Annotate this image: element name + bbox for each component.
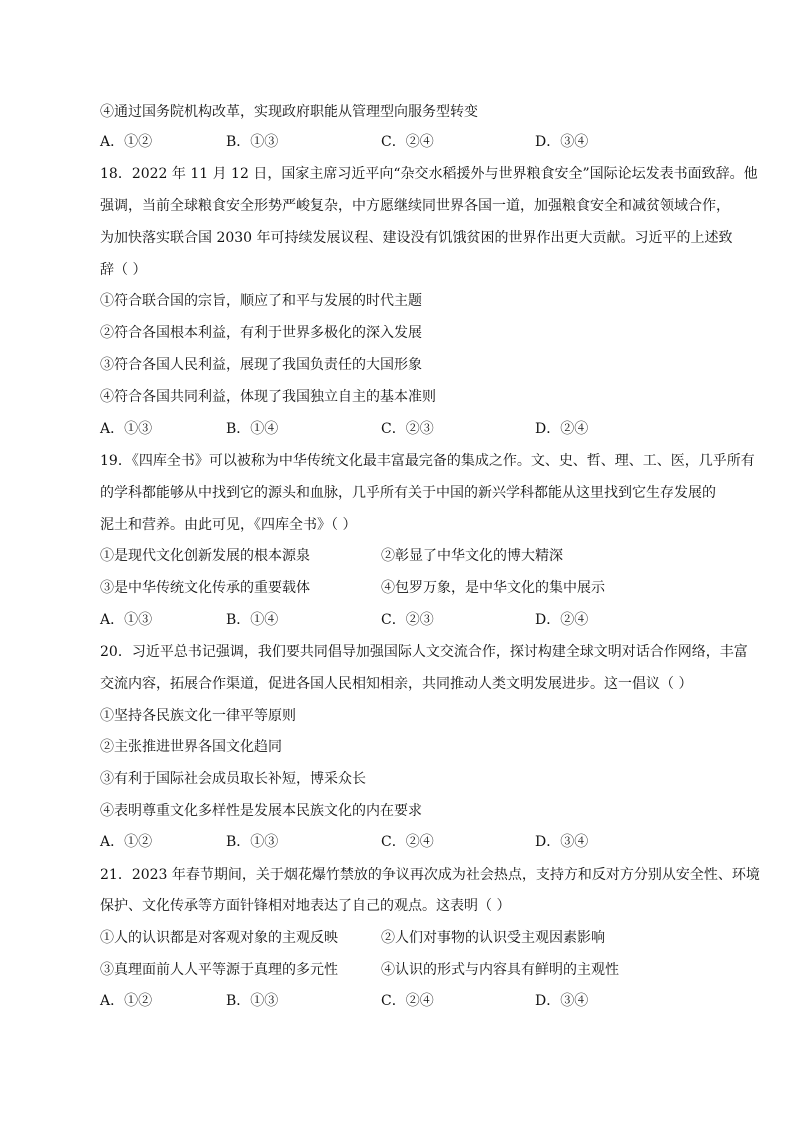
q18-item-4: ④符合各国共同利益，体现了我国独立自主的基本准则 [100,389,436,405]
q21-item-2: ②人们对事物的认识受主观因素影响 [381,930,605,946]
q18-stem-line-1: 18．2022 年 11 月 12 日，国家主席习近平向“杂交水稻援外与世界粮食安全”国际论坛发表书面致辞。他 [100,166,758,182]
q18-options [0,420,794,438]
q18-option-a: A．①③ [100,421,153,437]
q19-stem-line-1: 19．《四库全书》可以被称为中华传统文化最丰富最完备的集成之作。文、史、哲、理、工、医，几乎所有 [100,453,755,469]
q20-item-2: ②主张推进世界各国文化趋同 [100,739,282,755]
q19-option-b: B．①④ [226,612,279,628]
q20-option-c: C．②④ [381,834,434,850]
q21-option-b: B．①③ [226,993,279,1009]
q21-item-4: ④认识的形式与内容具有鲜明的主观性 [381,962,619,978]
q17-option-d: D．③④ [535,134,589,150]
q18-item-3: ③符合各国人民利益，展现了我国负责任的大国形象 [100,357,422,373]
q19-item-2: ②彰显了中华文化的博大精深 [381,548,563,564]
q19-item-1: ①是现代文化创新发展的根本源泉 [100,548,310,564]
q20-stem-line-2: 交流内容，拓展合作渠道，促进各国人民相知相亲，共同推动人类文明发展进步。这一倡议（ ） [100,676,693,692]
q21-option-d: D．③④ [535,993,589,1009]
q19-option-d: D．②④ [535,612,589,628]
q18-option-b: B．①④ [226,421,279,437]
q17-option-b: B．①③ [226,134,279,150]
q18-item-2: ②符合各国根本利益，有利于世界多极化的深入发展 [100,325,422,341]
q17-item-4: ④通过国务院机构改革，实现政府职能从管理型向服务型转变 [100,104,478,120]
q20-stem-line-1: 20．习近平总书记强调，我们要共同倡导加强国际人文交流合作，探讨构建全球文明对话合作网络，丰富 [100,644,748,660]
q20-options [0,833,794,851]
q20-item-3: ③有利于国际社会成员取长补短，博采众长 [100,771,366,787]
q19-stem-line-2: 的学科都能够从中找到它的源头和血脉，几乎所有关于中国的新兴学科都能从这里找到它生存发展的 [100,485,716,501]
q20-item-1: ①坚持各民族文化一律平等原则 [100,708,296,724]
q19-item-3: ③是中华传统文化传承的重要载体 [100,580,310,596]
q18-item-1: ①符合联合国的宗旨，顺应了和平与发展的时代主题 [100,293,422,309]
q20-option-a: A．①② [100,834,153,850]
q18-option-d: D．②④ [535,421,589,437]
q20-option-b: B．①③ [226,834,279,850]
q19-items-row-2 [0,579,794,597]
q18-stem-line-4: 辞（ ） [100,262,147,278]
q17-options [0,133,794,151]
q19-items-row-1 [0,547,794,565]
q18-stem-line-3: 为加快落实联合国 2030 年可持续发展议程、建设没有饥饿贫困的世界作出更大贡献。习近平的上述致 [100,230,733,246]
q20-option-d: D．③④ [535,834,589,850]
q21-option-a: A．①② [100,993,153,1009]
q21-items-row-2 [0,961,794,979]
q17-option-a: A．①② [100,134,153,150]
q21-stem-line-2: 保护、文化传承等方面针锋相对地表达了自己的观点。这表明（ ） [100,898,511,914]
q19-options [0,611,794,629]
q21-items-row-1 [0,929,794,947]
q21-item-1: ①人的认识都是对客观对象的主观反映 [100,930,338,946]
q19-option-a: A．①③ [100,612,153,628]
q19-item-4: ④包罗万象，是中华文化的集中展示 [381,580,605,596]
q18-option-c: C．②③ [381,421,434,437]
q21-option-c: C．②④ [381,993,434,1009]
q19-option-c: C．②③ [381,612,434,628]
q17-option-c: C．②④ [381,134,434,150]
q21-item-3: ③真理面前人人平等源于真理的多元性 [100,962,338,978]
q21-stem-line-1: 21．2023 年春节期间，关于烟花爆竹禁放的争议再次成为社会热点，支持方和反对方分别从安全性、环境 [100,867,760,883]
q21-options [0,992,794,1010]
q20-item-4: ④表明尊重文化多样性是发展本民族文化的内在要求 [100,803,422,819]
q18-stem-line-2: 强调，当前全球粮食安全形势严峻复杂，中方愿继续同世界各国一道，加强粮食安全和减贫领域合作， [100,198,730,214]
q19-stem-line-3: 泥土和营养。由此可见，《四库全书》（ ） [100,517,357,533]
